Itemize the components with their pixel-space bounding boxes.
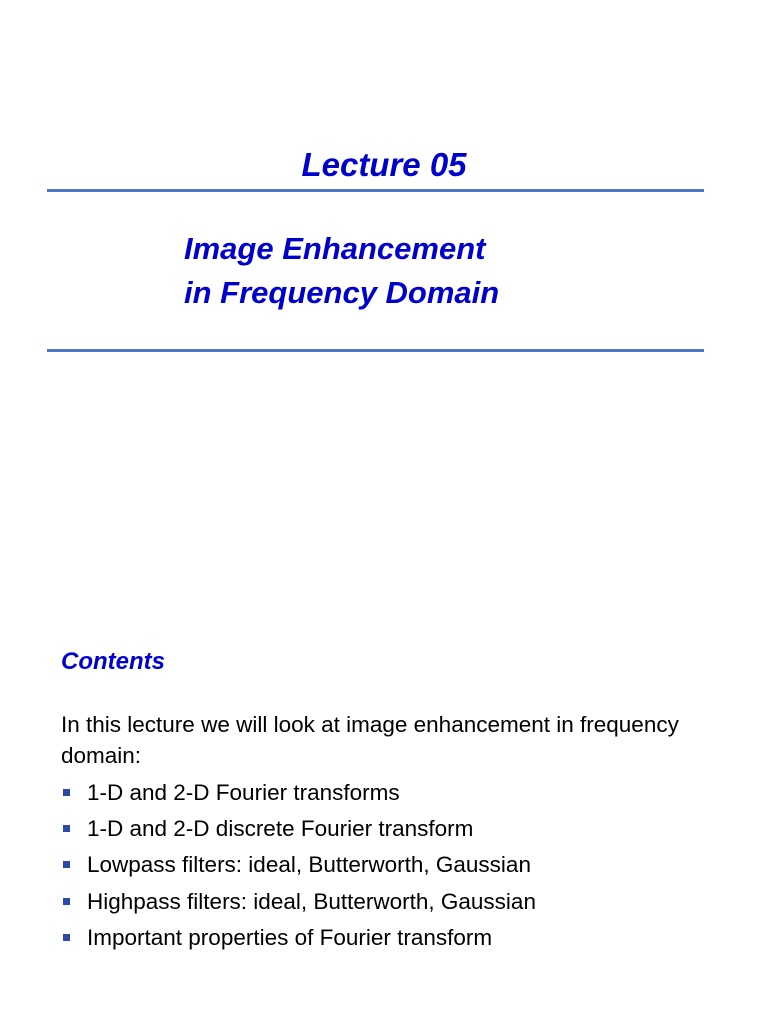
- list-item: [61, 849, 536, 885]
- square-bullet-icon: [63, 789, 70, 796]
- intro-paragraph: In this lecture we will look at image enhancement in frequency domain:: [61, 712, 679, 768]
- lecture-title: Lecture 05: [301, 146, 467, 183]
- square-bullet-icon: [63, 898, 70, 905]
- list-item: [61, 777, 536, 813]
- square-bullet-icon: [63, 825, 70, 832]
- list-item-text: Important properties of Fourier transform: [87, 924, 493, 950]
- subtitle-line-1: Image Enhancement: [184, 231, 486, 266]
- list-item-text: Highpass filters: ideal, Butterworth, Gaussian: [87, 888, 536, 914]
- list-item-text: Lowpass filters: ideal, Butterworth, Gaussian: [87, 852, 531, 878]
- list-item: [61, 922, 536, 958]
- subtitle-line-2: in Frequency Domain: [184, 275, 500, 310]
- list-item-text: 1-D and 2-D Fourier transforms: [87, 780, 400, 805]
- contents-list: [61, 777, 536, 958]
- list-item: [61, 813, 536, 849]
- square-bullet-icon: [63, 861, 70, 868]
- bottom-divider: [47, 349, 704, 352]
- list-item: [61, 886, 536, 922]
- square-bullet-icon: [63, 934, 70, 941]
- lecture-subtitle: [184, 227, 499, 315]
- contents-heading: Contents: [61, 648, 165, 675]
- list-item-text: 1-D and 2-D discrete Fourier transform: [87, 816, 474, 842]
- top-divider: [47, 189, 704, 192]
